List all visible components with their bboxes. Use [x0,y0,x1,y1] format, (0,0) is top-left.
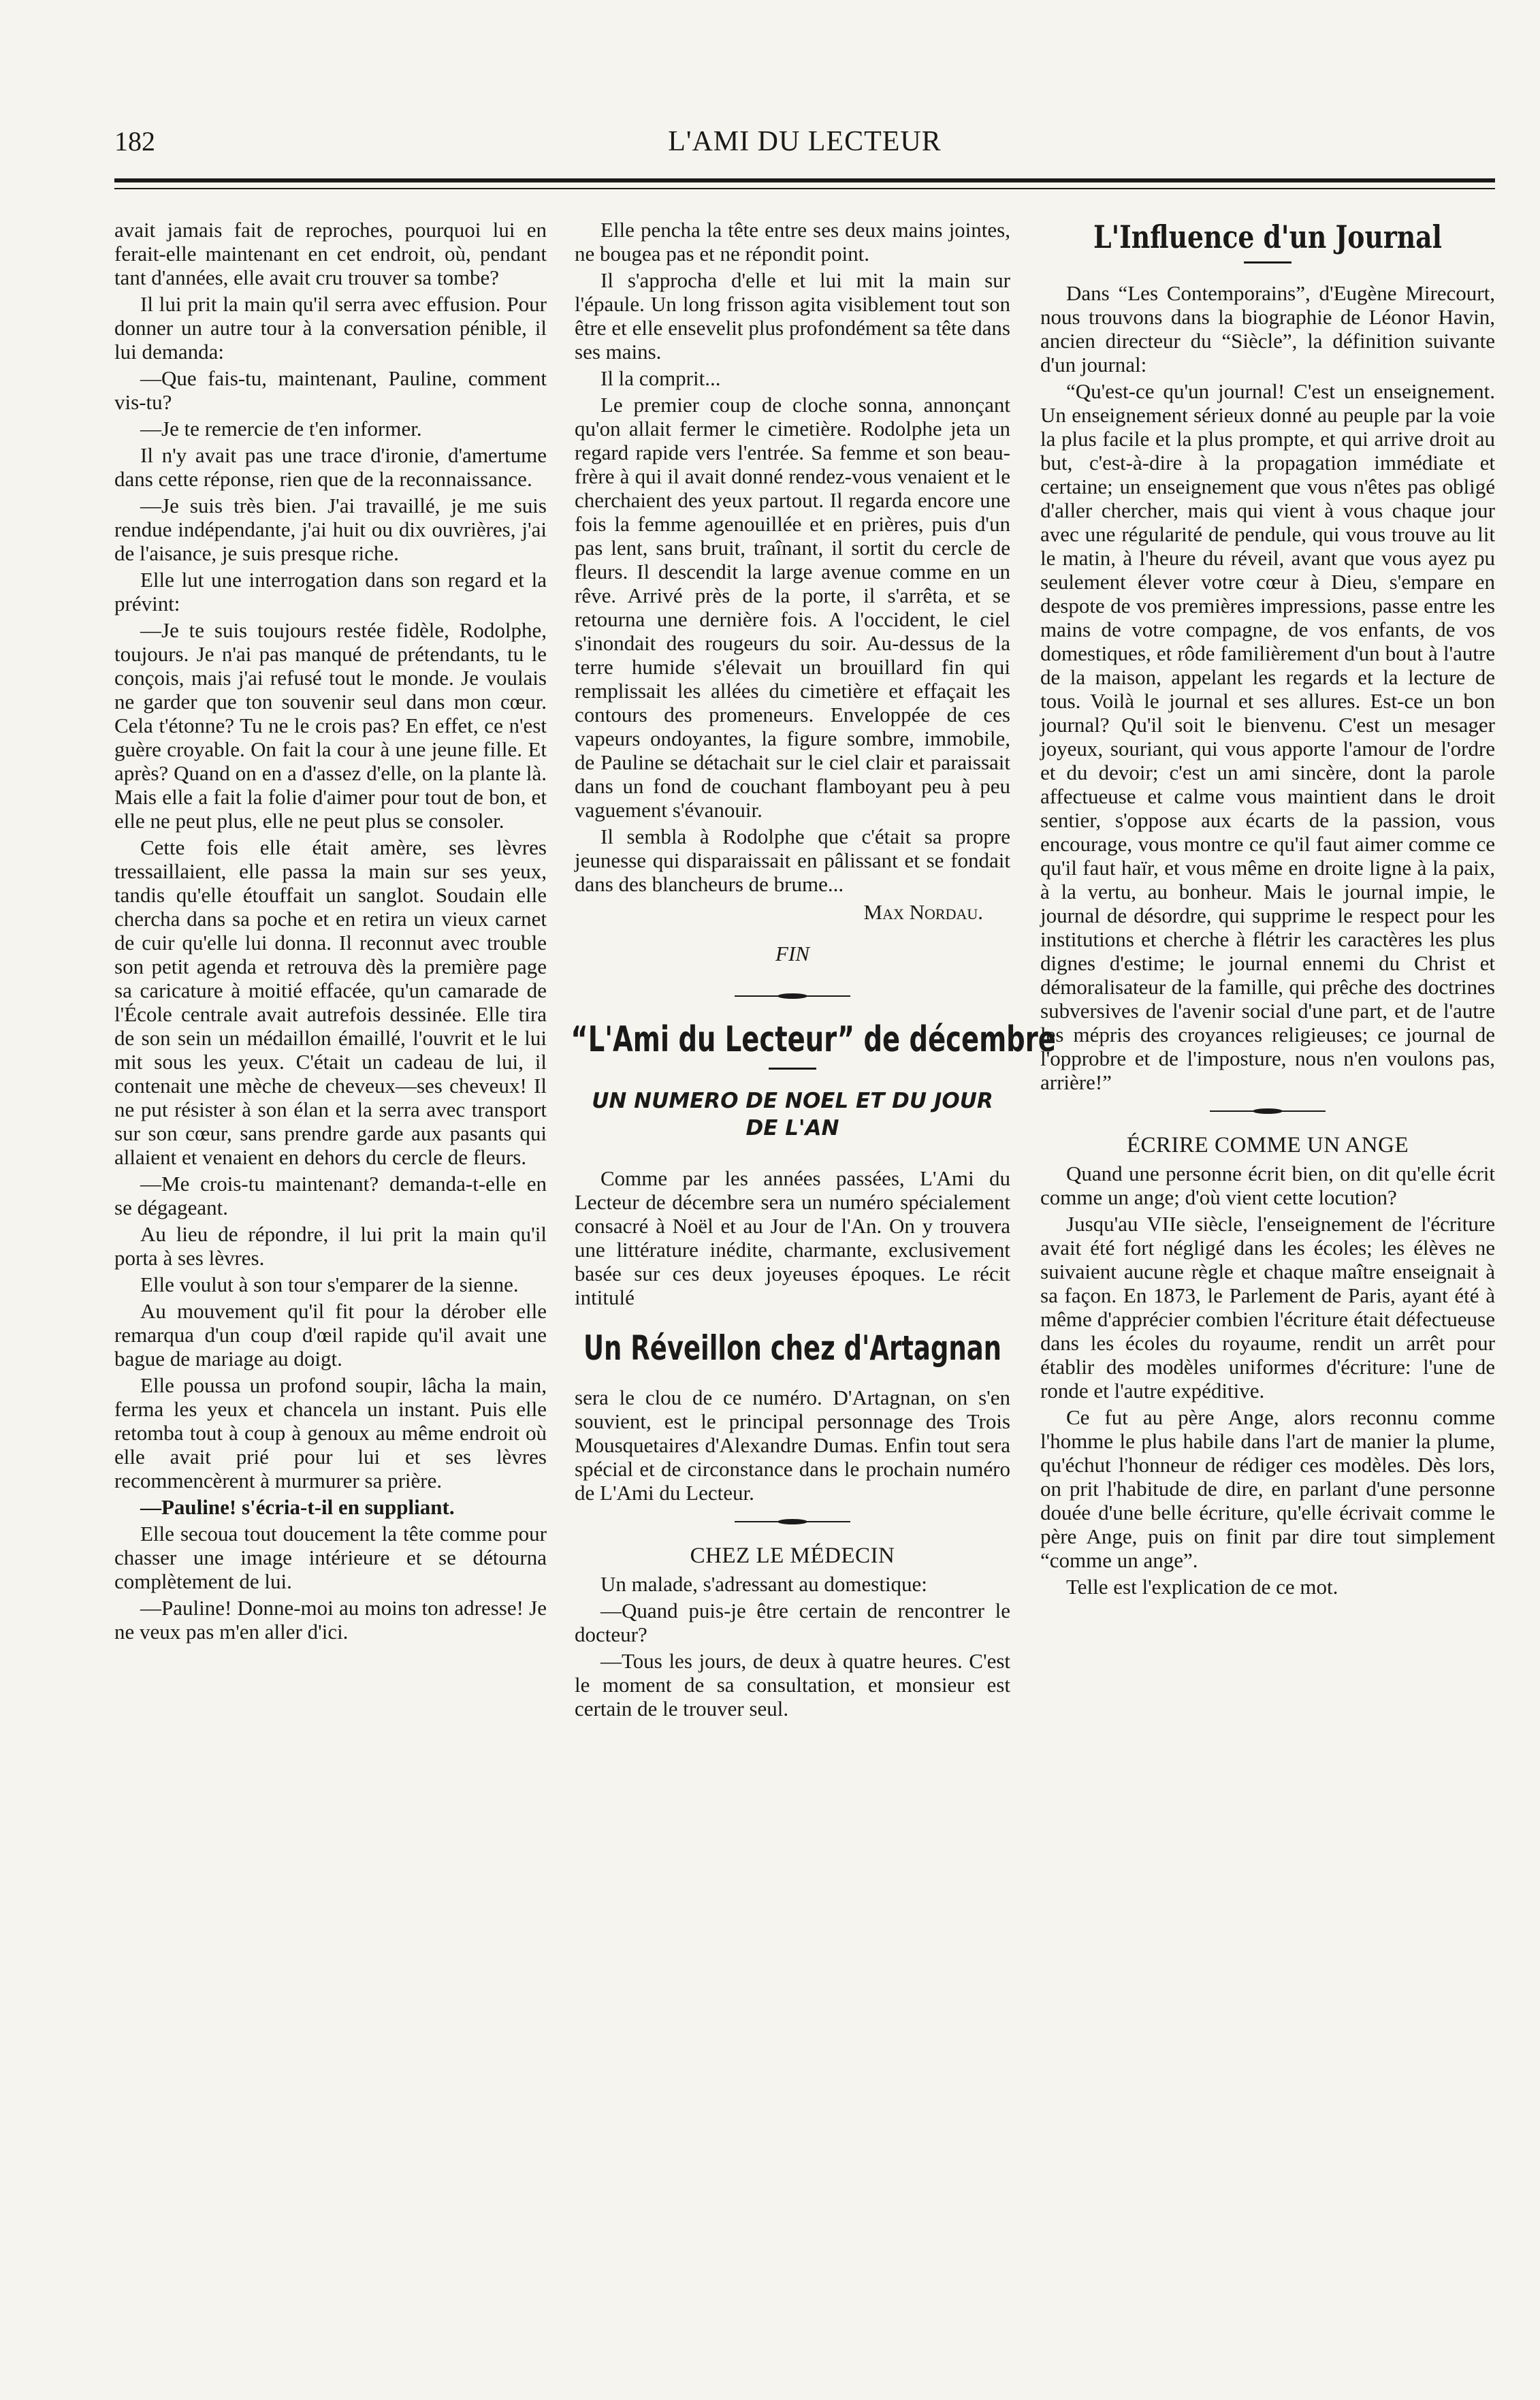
ange-heading: ÉCRIRE COMME UN ANGE [1126,1133,1409,1157]
paragraph: avait jamais fait de reproches, pourquoi lui en ferait-elle maintenant en cet endroit, où, pendant tant d'années, elle avait cru trouver sa tombe? [114,218,547,289]
title-rule [1244,261,1292,263]
paragraph: Il n'y avait pas une trace d'ironie, d'amertume dans cette réponse, rien que de la reconnaissance. [114,443,547,491]
paragraph: —Je te suis toujours restée fidèle, Rodolphe, toujours. Je n'ai pas manqué de prétendants, tu le conçois, mais j'ai refusé tout le monde. Je voulais ne garder que ton souvenir seul dans mon cœur. Cela t'étonne? Tu ne le crois pas? En effet, ce n'est guère croyable. On fait la cour à une jeune fille. Et après? Quand on en a d'assez d'elle, on la plante là. Mais elle a fait la folie d'aimer pour tout de bon, et elle ne peut plus, elle ne peut plus se consoler. [114,618,547,833]
paragraph: Au lieu de répondre, il lui prit la main qu'il porta à ses lèvres. [114,1222,547,1270]
paragraph: Un malade, s'adressant au domestique: [600,1572,927,1596]
paragraph: —Pauline! s'écria-t-il en suppliant. [140,1495,455,1519]
paragraph: Il lui prit la main qu'il serra avec effusion. Pour donner un autre tour à la conversation pénible, il lui demanda: [114,292,547,364]
paragraph: Elle pencha la tête entre ses deux mains jointes, ne bougea pas et ne répondit point. [575,218,1010,266]
paragraph: Le premier coup de cloche sonna, annonçant qu'on allait fermer le cimetière. Rodolphe jeta un regard rapide vers l'entrée. Sa femme et son beau-frère à qui il avait donné rendez-vous venaient et le cherchaient des yeux partout. Il regarda encore une fois la femme agenouillée et en prières, puis d'un pas lent, sans bruit, traînant, il sortit du cercle de fleurs. Il descendit la large avenue comme en un rêve. Arrivé près de la porte, il s'arrêta, et se retourna une dernière fois. A l'occident, le ciel s'inondait des rougeurs du soir. Au-dessus de la terre humide s'élevait un brouillard fin qui remplissait les allées du cimetière et effaçait les contours des promeneurs. Enveloppée de ces vapeurs ondoyantes, la figure sombre, immobile, de Pauline se détachait sur le ciel clair et paraissait dans un fond de couchant flamboyant peu à peu vaguement s'évanouir. [575,393,1010,822]
paragraph: —Je suis très bien. J'ai travaillé, je me suis rendue indépendante, j'ai huit ou dix ouvrières, j'ai de l'aisance, je suis presque riche. [114,494,547,565]
paragraph: Ce fut au père Ange, alors reconnu comme l'homme le plus habile dans l'art de manier la plume, qu'échut l'honneur de rédiger ces modèles. Dès lors, on prit l'habitude de dire, en parlant d'une personne douée d'une belle écriture, qu'elle écrivait comme le père Ange, puis on finit par dire tout simplement “comme un ange”. [1040,1405,1495,1572]
page-number: 182 [114,126,155,157]
paragraph: —Pauline! Donne-moi au moins ton adresse! Je ne veux pas m'en aller d'ici. [114,1596,547,1644]
paragraph: “Qu'est-ce qu'un journal! C'est un enseignement. Un enseignement sérieux donné au peuple par la voie la plus facile et la plus prompte, et qui arrive droit au but, c'est-à-dire à la propagation immédiate et certaine; un enseignement que vous n'êtes pas obligé d'aller chercher, mais qui vient à vous chaque jour avec une régularité de pendule, qui vous trouve au lit le matin, à l'heure du réveil, avant que vous ayez pu seulement élever votre cœur à Dieu, s'empare en despote de vos premières impressions, passe entre les mains de votre compagne, de vos enfants, de vos domestiques, et rôde familièrement d'un bout à l'autre de la maison, appelant les regards et la lecture de tous. Voilà le journal et ses allures. Est-ce un bon journal? Qu'il soit le bienvenu. C'est un mesager joyeux, souriant, qui vous apporte l'amour de l'ordre et du devoir; c'est un ami sincère, dont la parole affectueuse et calme vous maintient dans le droit sentier, s'oppose aux écarts de la passion, vous encourage, vous montre ce qu'il faut aimer comme ce qu'il faut haïr, et vous même en droite ligne à la paix, à la vertu, au bonheur. Mais le journal impie, le journal de désordre, qui supprime le respect pour les institutions et cherche à flétrir les caractères les plus dignes d'estime; le journal ennemi du Christ et démoralisateur de la famille, qui prêche des doctrines subversives de l'avenir social d'une part, et de l'autre les mépris des croyances religieuses; ce journal de l'opprobre et de l'imposture, nous n'en voulons pas, arrière!” [1040,379,1495,1094]
fin-label: FIN [775,942,809,965]
column-1 [114,218,547,1646]
announcement-title: “L'Ami du Lecteur” de décembre [571,1019,1056,1060]
section-divider-ornament [735,993,850,999]
paragraph: Au mouvement qu'il fit pour la dérober elle remarqua d'un coup d'œil rapide qu'il avait une bague de mariage au doigt. [114,1299,547,1371]
paragraph: Elle poussa un profond soupir, lâcha la main, ferma les yeux et chancela un instant. Puis elle retomba tout à coup à genoux au même endroit où elle avait prié pour lui et ses lèvres recommencèrent à murmurer sa prière. [114,1373,547,1492]
paragraph: Jusqu'au VIIe siècle, l'enseignement de l'écriture avait été fort négligé dans les écoles; les élèves ne suivaient aucune règle et chaque maître enseignait à sa façon. En 1873, le Parlement de Paris, ayant été à même d'apprécier combien l'écriture était défectueuse dans les écoles du royaume, rendit un arrêt pour établir des modèles uniformes d'écriture: l'une de ronde et l'autre expéditive. [1040,1212,1495,1403]
paragraph: Cette fois elle était amère, ses lèvres tressaillaient, elle passa la main sur ses yeux, tandis qu'elle étouffait un sanglot. Soudain elle chercha dans sa poche et en retira un vieux carnet de cuir qu'elle lui donna. Il reconnut avec trouble son petit agenda et retrouva dès la première page sa caricature à moitié effacée, qu'un camarade de l'École centrale avait autrefois dessinée. Elle tira de son sein un médaillon émaillé, l'ouvrit et le lui mit sous les yeux. C'était un cadeau de lui, il contenait une mèche de cheveux—ses cheveux! Il ne put résister à son élan et la serra avec transport sur son cœur, sans prendre garde aux pasants qui allaient et venaient en dehors du cercle de fleurs. [114,835,547,1169]
paragraph: —Tous les jours, de deux à quatre heures. C'est le moment de sa consultation, et monsieur est certain de le trouver seul. [575,1649,1010,1721]
paragraph: Dans “Les Contemporains”, d'Eugène Mirecourt, nous trouvons dans la biographie de Léonor Havin, ancien directeur du “Siècle”, la définition suivante d'un journal: [1040,281,1495,377]
paragraph: Elle lut une interrogation dans son regard et la prévint: [114,568,547,615]
paragraph: sera le clou de ce numéro. D'Artagnan, on s'en souvient, est le principal personnage des Trois Mousquetaires d'Alexandre Dumas. Enfin tout sera spécial et de circonstance dans le prochain numéro de L'Ami du Lecteur. [575,1386,1010,1505]
paragraph: Comme par les années passées, L'Ami du Lecteur de décembre sera un numéro spécialement consacré à Noël et au Jour de l'An. On y trouvera une littérature inédite, charmante, exclusivement basée sur ces deux joyeuses époques. Le récit intitulé [575,1166,1010,1309]
paragraph: Telle est l'explication de ce mot. [1066,1575,1338,1599]
header-rule-thin [114,188,1495,189]
paragraph: Il s'approcha d'elle et lui mit la main sur l'épaule. Un long frisson agita visiblement tout son être et elle ensevelit plus profondément sa tête dans ses mains. [575,268,1010,364]
page-header [114,125,1495,173]
header-rule-thick [114,178,1495,182]
paragraph: Elle secoua tout doucement la tête comme pour chasser une image intérieure et se détourna complètement de lui. [114,1522,547,1593]
author-signature: Max Nordau. [863,900,983,924]
paragraph: —Je te remercie de t'en informer. [140,417,422,441]
paragraph: Elle voulut à son tour s'emparer de la sienne. [140,1273,519,1296]
medecin-heading: CHEZ LE MÉDECIN [690,1543,895,1568]
paragraph: Il la comprit... [600,366,721,390]
column-3 [1040,218,1495,1601]
title-rule [769,1068,816,1070]
paragraph: —Que fais-tu, maintenant, Pauline, comment vis-tu? [114,366,547,414]
paragraph: Il sembla à Rodolphe que c'était sa propre jeunesse qui disparaissait en pâlissant et se fondait dans des blancheurs de brume... [575,825,1010,896]
running-title: L'AMI DU LECTEUR [668,126,942,157]
paragraph: —Me crois-tu maintenant? demanda-t-elle en se dégageant. [114,1172,547,1219]
announcement-subtitle: UN NUMERO DE NOEL ET DU JOUR DE L'AN [592,1089,993,1140]
paragraph: Quand une personne écrit bien, on dit qu'elle écrit comme un ange; d'où vient cette locution? [1040,1162,1495,1209]
column-2 [571,218,1056,1723]
influence-heading: L'Influence d'un Journal [1093,219,1442,255]
section-divider-ornament [1210,1108,1326,1115]
story-title: Un Réveillon chez d'Artagnan [583,1328,1002,1368]
paragraph: —Quand puis-je être certain de rencontrer le docteur? [575,1599,1010,1646]
section-divider-ornament [735,1518,850,1525]
